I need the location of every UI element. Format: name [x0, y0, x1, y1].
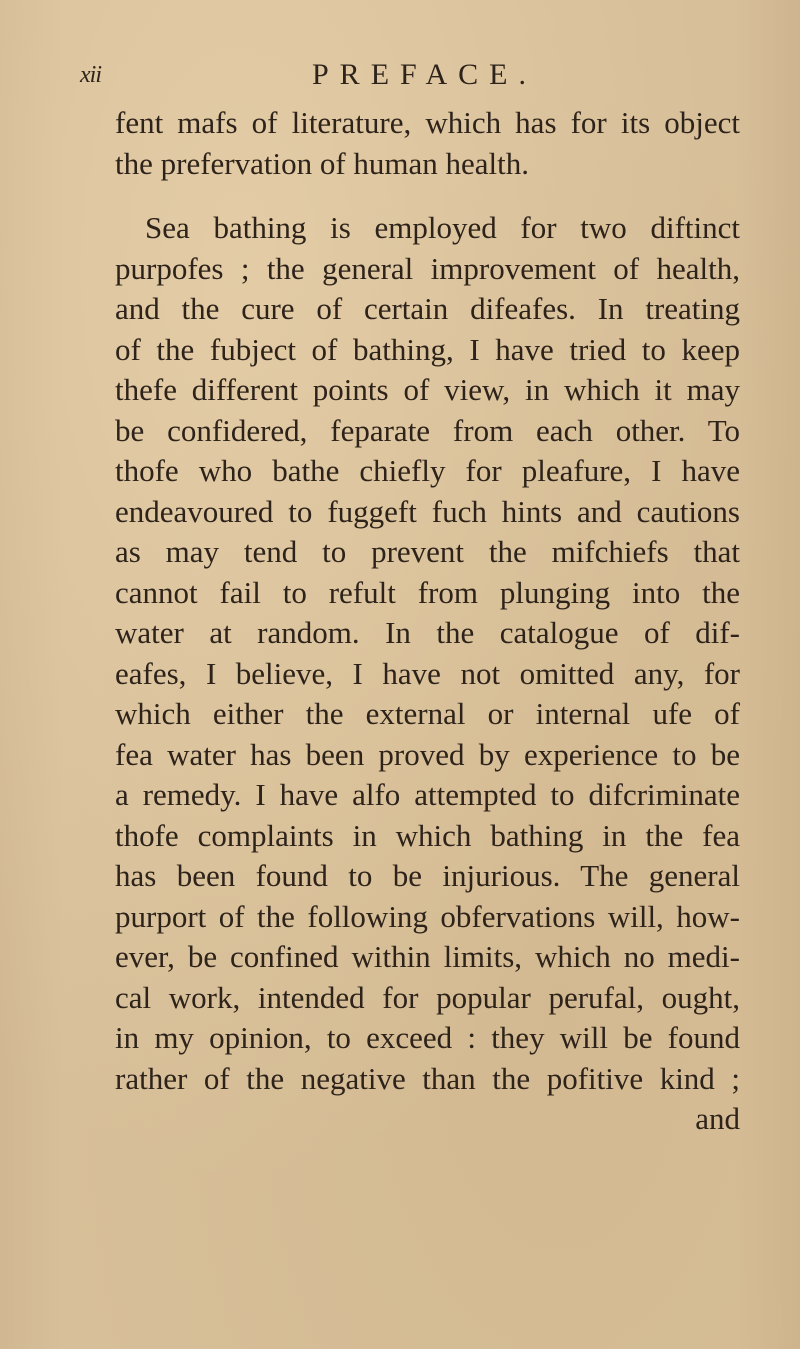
text-line: eafes, I believe, I have not omitted any, for: [115, 655, 740, 691]
text-line: be confidered, feparate from each other. To: [115, 412, 740, 448]
text-line: fent mafs of literature, which has for its object: [115, 105, 740, 140]
body-text: [115, 103, 740, 1140]
text-line: purpofes ; the general improvement of health,: [115, 250, 740, 286]
text-line: and the cure of certain difeafes. In treating: [115, 291, 740, 326]
text-line: thefe different points of view, in which it may: [115, 372, 740, 407]
paragraph-1: [115, 103, 740, 184]
text-line: has been found to be injurious. The general: [115, 858, 740, 893]
text-line: ever, be confined within limits, which no medi-: [115, 939, 740, 974]
text-line: cal work, intended for popular perufal, ought,: [115, 979, 740, 1015]
text-line: thofe complaints in which bathing in the fea: [115, 817, 740, 853]
text-line: thofe who bathe chiefly for pleafure, I have: [115, 453, 740, 488]
paragraph-gap: [115, 184, 740, 208]
text-line: of the fubject of bathing, I have tried to keep: [115, 331, 740, 367]
text-line: endeavoured to fuggeft fuch hints and cautions: [115, 493, 740, 529]
text-line: which either the external or internal ufe of: [115, 696, 740, 731]
text-line: as may tend to prevent the mifchiefs that: [115, 534, 740, 569]
page-number: xii: [80, 62, 101, 88]
text-line: Sea bathing is employed for two diftinct: [145, 210, 740, 245]
text-line: in my opinion, to exceed : they will be found: [115, 1020, 740, 1055]
page-header: [80, 58, 740, 98]
catchword: and: [695, 1101, 740, 1136]
paragraph-2: [115, 208, 740, 1099]
text-line: a remedy. I have alfo attempted to difcriminate: [115, 777, 740, 812]
text-line: rather of the negative than the pofitive kind ;: [115, 1060, 740, 1096]
text-line: water at random. In the catalogue of dif-: [115, 615, 740, 650]
text-line: cannot fail to refult from plunging into the: [115, 574, 740, 610]
text-line: purport of the following obfervations will, how-: [115, 898, 740, 934]
text-line: the prefervation of human health.: [115, 145, 530, 181]
text-line: fea water has been proved by experience to be: [115, 736, 740, 772]
running-title: PREFACE.: [312, 58, 537, 91]
